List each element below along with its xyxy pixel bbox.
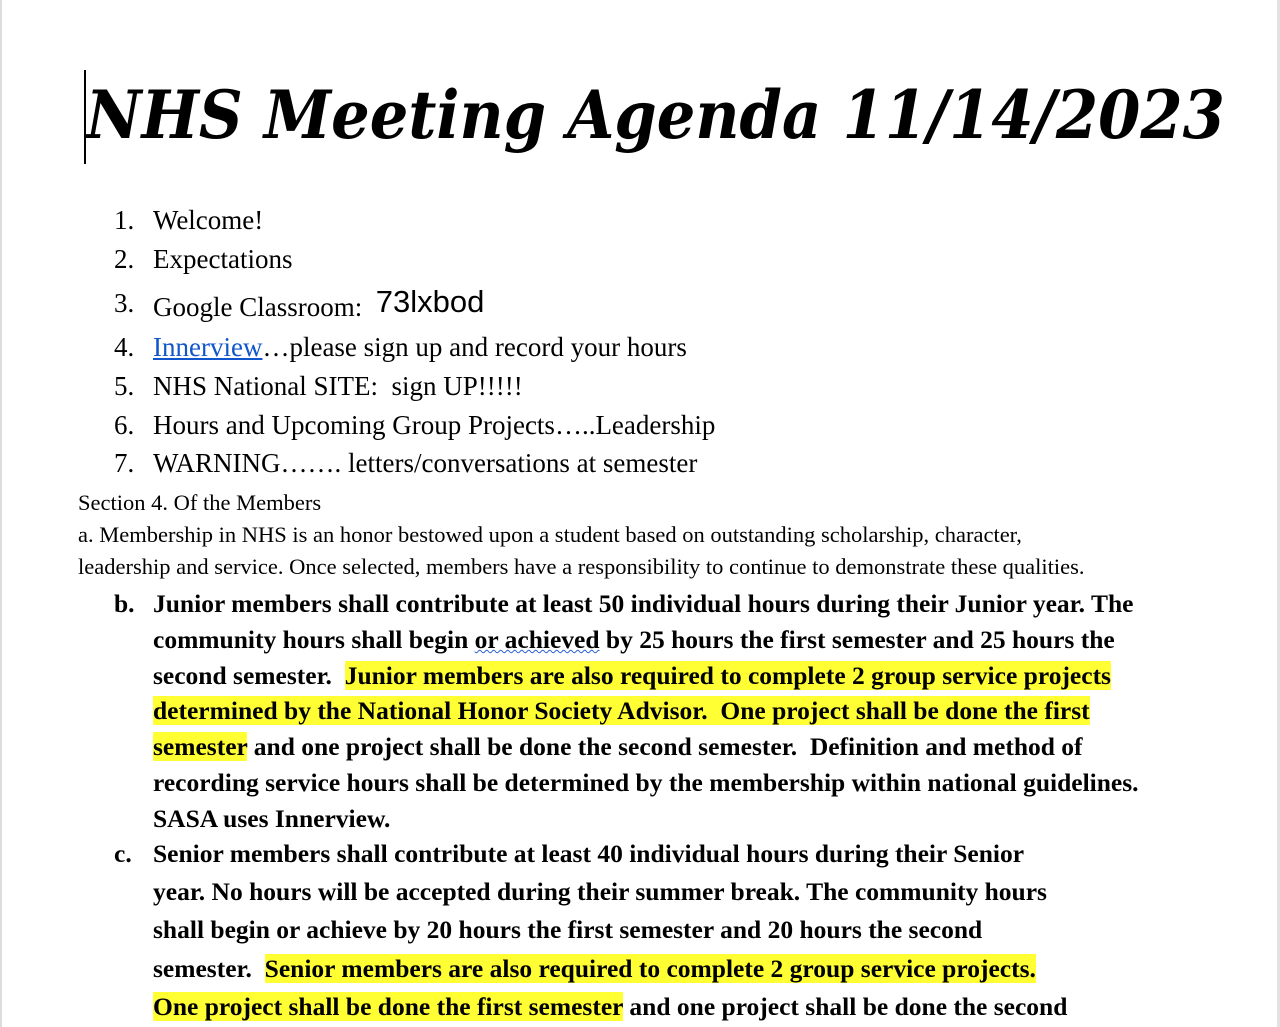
- paragraph-line[interactable]: a. Membership in NHS is an honor bestowed upon a student based on outstanding scholarship, character,: [78, 522, 1022, 547]
- agenda-number: 2.: [114, 244, 135, 274]
- agenda-text[interactable]: Expectations: [153, 244, 293, 274]
- paragraph-line: [153, 950, 1233, 988]
- text-run: semester.: [153, 953, 265, 983]
- agenda-number: 5.: [114, 371, 135, 401]
- highlighted-text: Junior members are also required to complete 2 group service projects: [344, 660, 1111, 690]
- paragraph-line: year. No hours will be accepted during their summer break. The community hours: [153, 877, 1047, 907]
- paragraph-line: [153, 988, 1233, 1026]
- item-b-body[interactable]: [153, 586, 1233, 837]
- agenda-text[interactable]: WARNING……. letters/conversations at semester: [153, 448, 698, 478]
- paragraph-line: [153, 693, 1233, 729]
- agenda-number: 7.: [114, 448, 135, 478]
- paragraph-line: recording service hours shall be determined by the membership within national guidelines.: [153, 767, 1139, 797]
- document-title[interactable]: NHS Meeting Agenda 11/14/2023: [86, 76, 1225, 154]
- spellcheck-flagged-text[interactable]: or achieved: [474, 624, 600, 654]
- item-marker: b.: [114, 589, 135, 618]
- page-edge: [0, 0, 2, 1027]
- item-marker: c.: [114, 839, 132, 868]
- text-run: by 25 hours the first semester and 25 hours the: [599, 624, 1115, 654]
- section-4: [78, 487, 1218, 583]
- agenda-text[interactable]: NHS National SITE: sign UP!!!!!: [153, 371, 523, 401]
- agenda-number: 3.: [114, 288, 135, 318]
- agenda-text[interactable]: [153, 284, 485, 324]
- paragraph-line: SASA uses Innerview.: [153, 803, 391, 833]
- agenda-number: 1.: [114, 205, 135, 235]
- highlighted-text: semester: [153, 732, 248, 762]
- text-run: second semester.: [153, 660, 345, 690]
- agenda-text[interactable]: Welcome!: [153, 205, 264, 235]
- text-run: community hours shall begin: [153, 624, 475, 654]
- paragraph-line: [153, 658, 1233, 694]
- item-c-body[interactable]: [153, 835, 1233, 1026]
- agenda-label: Google Classroom:: [153, 292, 376, 322]
- classroom-code[interactable]: 73lxbod: [375, 284, 485, 319]
- section-heading[interactable]: Section 4. Of the Members: [78, 490, 322, 515]
- paragraph-line: shall begin or achieve by 20 hours the first semester and 20 hours the second: [153, 915, 983, 945]
- agenda-number: 6.: [114, 410, 135, 440]
- innerview-link[interactable]: Innerview: [153, 332, 263, 362]
- paragraph-line: Junior members shall contribute at least 50 individual hours during their Junior year. The: [153, 589, 1134, 618]
- agenda-label: …please sign up and record your hours: [262, 332, 687, 362]
- text-run: and one project shall be done the second: [623, 991, 1068, 1021]
- paragraph-line: [153, 729, 1233, 765]
- highlighted-text: determined by the National Honor Society Advisor. One project shall be done the first: [153, 696, 1090, 726]
- highlighted-text: Senior members are also required to complete 2 group service projects.: [264, 953, 1036, 983]
- paragraph-line: [153, 622, 1233, 658]
- paragraph-line[interactable]: leadership and service. Once selected, members have a responsibility to continue to demonstrate these qualities.: [78, 554, 1085, 579]
- agenda-number: 4.: [114, 332, 135, 362]
- paragraph-line: Senior members shall contribute at least 40 individual hours during their Senior: [153, 839, 1025, 868]
- agenda-text[interactable]: Hours and Upcoming Group Projects…..Leadership: [153, 410, 716, 440]
- agenda-text[interactable]: [153, 332, 687, 363]
- highlighted-text: One project shall be done the first semester: [153, 991, 624, 1021]
- text-run: and one project shall be done the second semester. Definition and method of: [247, 732, 1083, 762]
